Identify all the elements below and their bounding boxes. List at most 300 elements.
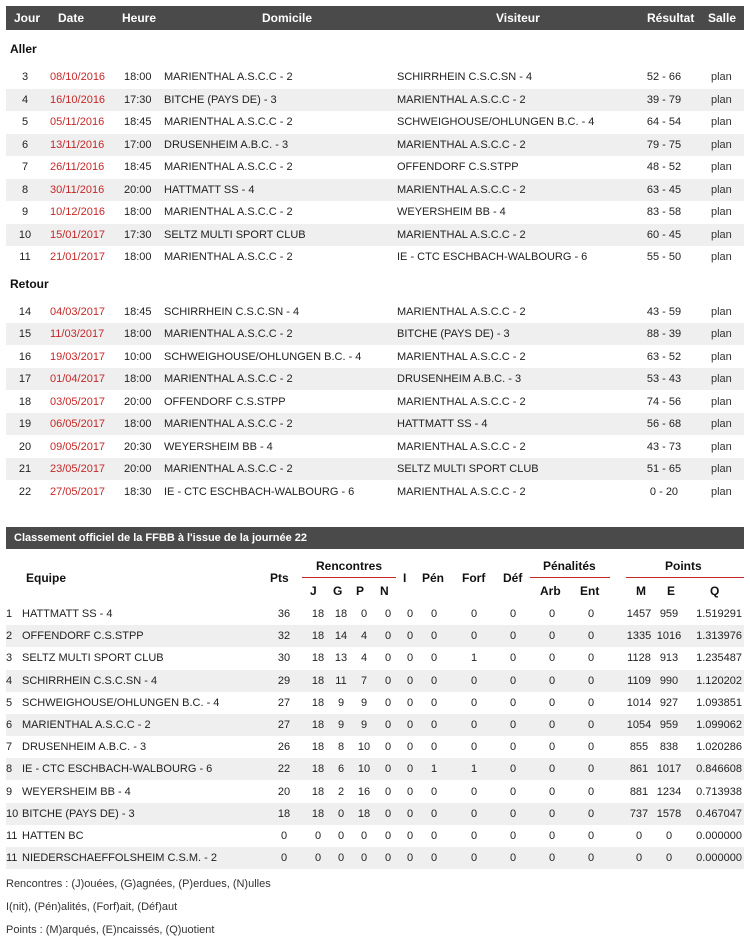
- legend-line: Rencontres : (J)ouées, (G)agnées, (P)erdues, (N)ulles: [6, 878, 271, 890]
- match-row: [6, 436, 744, 458]
- th-pen: Pén: [422, 571, 445, 585]
- match-salle-link[interactable]: plan: [711, 463, 732, 475]
- match-resultat: 63 - 45: [646, 183, 682, 196]
- standing-p: 9: [360, 719, 368, 731]
- match-date-link[interactable]: 13/11/2016: [50, 138, 105, 151]
- standing-rank: 1: [6, 608, 13, 620]
- standing-team: SCHIRRHEIN C.S.C.SN - 4: [22, 674, 158, 687]
- match-salle-link[interactable]: plan: [711, 485, 732, 498]
- standing-g: 11: [335, 674, 347, 687]
- match-jour: 11: [19, 251, 31, 263]
- standing-ent: 0: [587, 763, 595, 776]
- standing-q: 0.713938: [696, 785, 742, 798]
- standing-p: 9: [360, 696, 368, 709]
- match-date-link[interactable]: 21/01/2017: [50, 251, 106, 263]
- standing-q: 1.235487: [696, 652, 742, 665]
- standing-pen: 0: [430, 830, 438, 842]
- standing-def: 0: [509, 785, 517, 798]
- standing-row: [6, 736, 744, 758]
- standing-team: BITCHE (PAYS DE) - 3: [22, 807, 135, 820]
- legend-line: Points : (M)arqués, (E)ncaissés, (Q)uotient: [6, 924, 215, 936]
- standing-arb: 0: [548, 807, 556, 820]
- match-salle-link[interactable]: plan: [711, 138, 732, 151]
- standing-q: 1.120202: [696, 674, 742, 687]
- standing-arb: 0: [548, 852, 556, 865]
- match-salle-link[interactable]: plan: [711, 71, 732, 83]
- match-heure: 18:00: [124, 328, 152, 340]
- match-domicile: MARIENTHAL A.S.C.C - 2: [164, 418, 293, 430]
- standing-row: [6, 692, 744, 714]
- standing-j: 18: [311, 630, 325, 643]
- match-salle-link[interactable]: plan: [711, 206, 732, 218]
- standing-n: 0: [384, 741, 392, 754]
- standing-team: NIEDERSCHAEFFOLSHEIM C.S.M. - 2: [22, 852, 217, 865]
- standing-j: 18: [311, 807, 325, 820]
- standing-j: 18: [311, 696, 325, 709]
- standing-pts: 30: [277, 652, 291, 665]
- match-visiteur: MARIENTHAL A.S.C.C - 2: [397, 485, 526, 498]
- match-heure: 17:30: [124, 93, 152, 106]
- standing-row: [6, 714, 744, 736]
- match-row: [6, 156, 744, 178]
- standing-forf: 0: [470, 741, 478, 754]
- match-resultat: 63 - 52: [646, 350, 682, 363]
- standing-p: 18: [357, 807, 371, 820]
- match-salle-link[interactable]: plan: [711, 228, 732, 241]
- standing-n: 0: [384, 763, 392, 776]
- th-p: P: [356, 584, 365, 598]
- th-penalites: Pénalités: [543, 559, 596, 573]
- match-heure: 18:30: [124, 485, 152, 498]
- standing-arb: 0: [548, 630, 556, 643]
- standing-m: 1054: [626, 719, 652, 731]
- standing-p: 16: [357, 785, 371, 798]
- match-date-link[interactable]: 09/05/2017: [50, 440, 106, 453]
- match-visiteur: HATTMATT SS - 4: [397, 418, 488, 430]
- match-row: [6, 89, 744, 111]
- standing-team: SELTZ MULTI SPORT CLUB: [22, 652, 164, 665]
- standing-e: 990: [659, 674, 679, 687]
- match-date-link[interactable]: 01/04/2017: [50, 373, 106, 385]
- match-resultat: 74 - 56: [646, 395, 682, 408]
- standing-arb: 0: [548, 719, 556, 731]
- standing-n: 0: [384, 674, 392, 687]
- standing-pen: 0: [430, 674, 438, 687]
- standing-p: 10: [357, 741, 371, 754]
- match-resultat: 56 - 68: [646, 418, 682, 430]
- standings-title-bar: [6, 527, 744, 549]
- standing-g: 14: [334, 630, 348, 643]
- standing-forf: 0: [470, 830, 478, 842]
- match-date-link[interactable]: 11/03/2017: [50, 328, 105, 340]
- standing-g: 13: [334, 652, 348, 665]
- th-j: J: [310, 584, 317, 598]
- match-heure: 20:00: [124, 395, 152, 408]
- match-visiteur: MARIENTHAL A.S.C.C - 2: [397, 93, 526, 106]
- standing-n: 0: [384, 608, 392, 620]
- standing-def: 0: [509, 719, 517, 731]
- standing-m: 881: [629, 785, 649, 798]
- standing-p: 4: [360, 630, 368, 643]
- standing-j: 18: [311, 785, 325, 798]
- standing-g: 0: [337, 852, 345, 865]
- standing-j: 18: [311, 608, 325, 620]
- standing-i: 0: [406, 763, 414, 776]
- match-jour: 14: [18, 305, 32, 318]
- match-heure: 18:00: [124, 206, 152, 218]
- standing-row: [6, 803, 744, 825]
- standing-forf: 0: [470, 630, 478, 643]
- section-label: Aller: [10, 42, 37, 56]
- standing-pen: 0: [430, 807, 438, 820]
- standing-pen: 1: [430, 763, 438, 776]
- standing-rank: 9: [6, 785, 13, 798]
- standing-i: 0: [406, 674, 414, 687]
- standing-rank: 11: [6, 852, 18, 865]
- match-date-link[interactable]: 30/11/2016: [50, 183, 105, 196]
- standing-forf: 1: [470, 763, 478, 776]
- match-resultat: 64 - 54: [646, 116, 682, 128]
- match-visiteur: SELTZ MULTI SPORT CLUB: [397, 463, 539, 475]
- standing-pts: 36: [277, 608, 291, 620]
- match-domicile: MARIENTHAL A.S.C.C - 2: [164, 161, 293, 173]
- match-date-link[interactable]: 16/10/2016: [50, 93, 106, 106]
- standing-p: 7: [360, 674, 368, 687]
- standing-forf: 0: [470, 719, 478, 731]
- match-row: [6, 391, 744, 413]
- match-row: [6, 323, 744, 345]
- match-date-link[interactable]: 19/03/2017: [50, 350, 106, 363]
- standing-i: 0: [406, 608, 414, 620]
- col-resultat: Résultat: [647, 11, 695, 25]
- standing-i: 0: [406, 830, 414, 842]
- match-salle-link[interactable]: plan: [711, 395, 732, 408]
- standing-g: 9: [337, 719, 345, 731]
- th-def: Déf: [503, 571, 523, 585]
- th-e: E: [667, 584, 676, 598]
- standing-forf: 0: [470, 852, 478, 865]
- standing-i: 0: [406, 652, 414, 665]
- points-underline: [626, 577, 744, 578]
- standing-m: 1109: [627, 674, 651, 687]
- match-domicile: MARIENTHAL A.S.C.C - 2: [164, 463, 293, 475]
- standing-arb: 0: [548, 763, 556, 776]
- match-resultat: 0 - 20: [649, 485, 679, 498]
- standing-arb: 0: [548, 696, 556, 709]
- standing-g: 6: [337, 763, 345, 776]
- standing-arb: 0: [548, 674, 556, 687]
- standing-q: 1.099062: [696, 719, 742, 731]
- match-visiteur: MARIENTHAL A.S.C.C - 2: [397, 395, 526, 408]
- standing-def: 0: [509, 674, 517, 687]
- standing-q: 1.020286: [696, 741, 742, 754]
- standing-q: 0.000000: [696, 852, 742, 865]
- standing-n: 0: [384, 807, 392, 820]
- match-heure: 10:00: [124, 350, 152, 363]
- match-salle-link[interactable]: plan: [711, 418, 732, 430]
- standing-g: 0: [337, 830, 345, 842]
- standing-q: 0.846608: [696, 763, 742, 776]
- match-domicile: MARIENTHAL A.S.C.C - 2: [164, 328, 293, 340]
- standing-ent: 0: [587, 652, 595, 665]
- match-salle-link[interactable]: plan: [711, 373, 732, 385]
- match-resultat: 43 - 59: [646, 305, 682, 318]
- match-date-link[interactable]: 08/10/2016: [50, 71, 106, 83]
- standing-e: 1017: [656, 763, 682, 776]
- match-row: [6, 301, 744, 323]
- match-resultat: 79 - 75: [646, 138, 682, 151]
- match-resultat: 48 - 52: [646, 161, 682, 173]
- standing-q: 1.093851: [696, 696, 742, 709]
- match-heure: 18:45: [124, 116, 152, 128]
- standing-rank: 10: [6, 807, 19, 820]
- match-jour: 7: [21, 161, 29, 173]
- standing-rank: 2: [6, 630, 13, 643]
- standing-p: 4: [360, 652, 368, 665]
- match-salle-link[interactable]: plan: [711, 93, 732, 106]
- standing-pen: 0: [430, 652, 438, 665]
- standing-pen: 0: [430, 696, 438, 709]
- match-date-link[interactable]: 15/01/2017: [50, 228, 106, 241]
- match-visiteur: SCHWEIGHOUSE/OHLUNGEN B.C. - 4: [397, 116, 595, 128]
- standing-def: 0: [509, 630, 517, 643]
- match-domicile: SCHIRRHEIN C.S.C.SN - 4: [164, 305, 300, 318]
- standing-ent: 0: [587, 852, 595, 865]
- standing-ent: 0: [587, 741, 595, 754]
- standing-team: MARIENTHAL A.S.C.C - 2: [22, 719, 151, 731]
- standing-arb: 0: [548, 652, 556, 665]
- match-row: [6, 458, 744, 480]
- standing-row: [6, 847, 744, 869]
- standing-e: 913: [659, 652, 679, 665]
- match-date-link[interactable]: 06/05/2017: [50, 418, 106, 430]
- match-salle-link[interactable]: plan: [711, 328, 732, 340]
- standing-j: 18: [311, 652, 325, 665]
- standing-pts: 20: [277, 785, 291, 798]
- standing-pts: 32: [277, 630, 291, 643]
- standing-arb: 0: [548, 608, 556, 620]
- match-visiteur: MARIENTHAL A.S.C.C - 2: [397, 138, 526, 151]
- th-rencontres: Rencontres: [316, 559, 383, 573]
- match-visiteur: BITCHE (PAYS DE) - 3: [397, 328, 510, 340]
- standing-j: 18: [311, 741, 325, 754]
- standing-m: 1457: [626, 608, 652, 620]
- col-jour: Jour: [14, 11, 41, 25]
- match-jour: 4: [21, 93, 29, 106]
- standing-e: 1234: [656, 785, 682, 798]
- match-domicile: MARIENTHAL A.S.C.C - 2: [164, 206, 293, 218]
- match-domicile: IE - CTC ESCHBACH-WALBOURG - 6: [164, 485, 355, 498]
- match-jour: 5: [21, 116, 29, 128]
- match-salle-link[interactable]: plan: [711, 116, 732, 128]
- standing-i: 0: [406, 696, 414, 709]
- standing-row: [6, 647, 744, 669]
- standing-pen: 0: [430, 608, 438, 620]
- standing-pen: 0: [430, 630, 438, 643]
- match-date-link[interactable]: 27/05/2017: [50, 485, 106, 498]
- standing-m: 1128: [627, 652, 651, 665]
- standing-def: 0: [509, 652, 517, 665]
- standing-pts: 27: [277, 696, 291, 709]
- standing-def: 0: [509, 807, 517, 820]
- th-forf: Forf: [462, 571, 486, 585]
- match-row: [6, 346, 744, 368]
- th-n: N: [380, 584, 389, 598]
- col-salle: Salle: [708, 11, 737, 25]
- standing-pen: 0: [430, 852, 438, 865]
- match-date-link[interactable]: 23/05/2017: [50, 463, 106, 475]
- match-heure: 18:00: [124, 71, 152, 83]
- match-heure: 18:00: [124, 373, 152, 385]
- match-jour: 22: [18, 485, 32, 498]
- match-row: [6, 246, 744, 268]
- match-visiteur: IE - CTC ESCHBACH-WALBOURG - 6: [397, 251, 588, 263]
- standing-pts: 27: [277, 719, 291, 731]
- standing-forf: 0: [470, 608, 478, 620]
- match-resultat: 88 - 39: [646, 328, 682, 340]
- standing-def: 0: [509, 763, 517, 776]
- standing-arb: 0: [548, 785, 556, 798]
- standing-j: 0: [314, 830, 322, 842]
- rencontres-underline: [302, 577, 396, 578]
- standing-ent: 0: [587, 785, 595, 798]
- match-visiteur: WEYERSHEIM BB - 4: [397, 206, 506, 218]
- standing-pen: 0: [430, 719, 438, 731]
- match-date-link[interactable]: 10/12/2016: [50, 206, 106, 218]
- match-date-link[interactable]: 05/11/2016: [50, 116, 105, 128]
- match-domicile: BITCHE (PAYS DE) - 3: [164, 93, 277, 106]
- th-equipe: Equipe: [26, 571, 67, 585]
- standing-m: 861: [629, 763, 649, 776]
- match-row: [6, 111, 744, 133]
- standing-n: 0: [384, 630, 392, 643]
- standing-team: OFFENDORF C.S.STPP: [22, 630, 144, 643]
- match-jour: 18: [18, 395, 32, 408]
- match-salle-link[interactable]: plan: [711, 440, 732, 453]
- standing-pts: 29: [277, 674, 291, 687]
- standing-def: 0: [509, 696, 517, 709]
- standing-i: 0: [406, 785, 414, 798]
- th-pts: Pts: [270, 571, 289, 585]
- standing-q: 1.519291: [696, 608, 742, 620]
- standing-rank: 6: [6, 719, 13, 731]
- match-row: [6, 481, 744, 503]
- standing-row: [6, 625, 744, 647]
- standing-p: 0: [360, 852, 368, 865]
- standing-rank: 7: [6, 741, 13, 754]
- match-jour: 21: [18, 463, 32, 475]
- match-jour: 6: [21, 138, 29, 151]
- th-i: I: [403, 571, 407, 585]
- match-domicile: DRUSENHEIM A.B.C. - 3: [164, 138, 289, 151]
- match-row: [6, 368, 744, 390]
- standing-n: 0: [384, 719, 392, 731]
- standing-n: 0: [384, 652, 392, 665]
- standing-team: HATTMATT SS - 4: [22, 608, 113, 620]
- standing-arb: 0: [548, 830, 556, 842]
- standing-rank: 4: [6, 674, 13, 687]
- penalites-underline: [530, 577, 610, 578]
- match-jour: 17: [18, 373, 32, 385]
- standing-forf: 0: [470, 807, 478, 820]
- standing-ent: 0: [587, 674, 595, 687]
- legend-line: I(nit), (Pén)alités, (Forf)ait, (Déf)aut: [6, 901, 178, 913]
- match-salle-link[interactable]: plan: [711, 251, 732, 263]
- standing-team: HATTEN BC: [22, 830, 84, 842]
- match-row: [6, 224, 744, 246]
- schedule-header: [6, 6, 744, 30]
- standing-g: 9: [337, 696, 345, 709]
- match-domicile: MARIENTHAL A.S.C.C - 2: [164, 373, 293, 385]
- standing-m: 1335: [626, 630, 652, 643]
- standing-g: 18: [334, 608, 348, 620]
- match-row: [6, 201, 744, 223]
- col-heure: Heure: [122, 11, 157, 25]
- match-row: [6, 413, 744, 435]
- match-heure: 17:00: [124, 138, 152, 151]
- standing-q: 1.313976: [696, 630, 742, 643]
- standing-forf: 0: [470, 785, 478, 798]
- standing-i: 0: [406, 807, 414, 820]
- standing-ent: 0: [587, 807, 595, 820]
- match-jour: 8: [21, 183, 29, 196]
- match-date-link[interactable]: 04/03/2017: [50, 305, 106, 318]
- standing-ent: 0: [587, 696, 595, 709]
- standing-forf: 0: [470, 696, 478, 709]
- col-domicile: Domicile: [262, 11, 313, 25]
- standing-pts: 22: [277, 763, 291, 776]
- standing-rank: 11: [6, 830, 18, 842]
- match-resultat: 53 - 43: [646, 373, 682, 385]
- standing-forf: 1: [470, 652, 478, 665]
- match-domicile: MARIENTHAL A.S.C.C - 2: [164, 116, 293, 128]
- standing-pts: 0: [280, 830, 288, 842]
- th-g: G: [333, 584, 343, 598]
- match-jour: 16: [18, 350, 32, 363]
- standing-i: 0: [406, 719, 414, 731]
- standing-pen: 0: [430, 785, 438, 798]
- standing-n: 0: [384, 785, 392, 798]
- standing-i: 0: [406, 630, 414, 643]
- match-heure: 18:00: [124, 251, 152, 263]
- match-domicile: SELTZ MULTI SPORT CLUB: [164, 228, 306, 241]
- match-heure: 18:00: [124, 418, 152, 430]
- standing-m: 737: [629, 807, 649, 820]
- standing-row: [6, 670, 744, 692]
- standing-def: 0: [509, 830, 517, 842]
- match-salle-link[interactable]: plan: [711, 183, 732, 196]
- match-domicile: MARIENTHAL A.S.C.C - 2: [164, 251, 293, 263]
- match-salle-link[interactable]: plan: [711, 161, 732, 173]
- match-visiteur: OFFENDORF C.S.STPP: [397, 161, 519, 173]
- standing-def: 0: [509, 852, 517, 865]
- standing-q: 0.000000: [696, 830, 742, 842]
- match-row: [6, 179, 744, 201]
- match-salle-link[interactable]: plan: [711, 350, 732, 363]
- match-domicile: HATTMATT SS - 4: [164, 183, 255, 196]
- standing-team: DRUSENHEIM A.B.C. - 3: [22, 741, 147, 754]
- standing-j: 18: [311, 674, 325, 687]
- match-date-link[interactable]: 26/11/2016: [50, 161, 105, 173]
- match-jour: 15: [18, 328, 32, 340]
- match-salle-link[interactable]: plan: [711, 305, 732, 318]
- standing-forf: 0: [470, 674, 478, 687]
- standing-row: [6, 825, 744, 847]
- match-date-link[interactable]: 03/05/2017: [50, 395, 106, 408]
- standing-e: 1016: [656, 630, 682, 643]
- match-domicile: MARIENTHAL A.S.C.C - 2: [164, 71, 293, 83]
- match-resultat: 51 - 65: [646, 463, 682, 475]
